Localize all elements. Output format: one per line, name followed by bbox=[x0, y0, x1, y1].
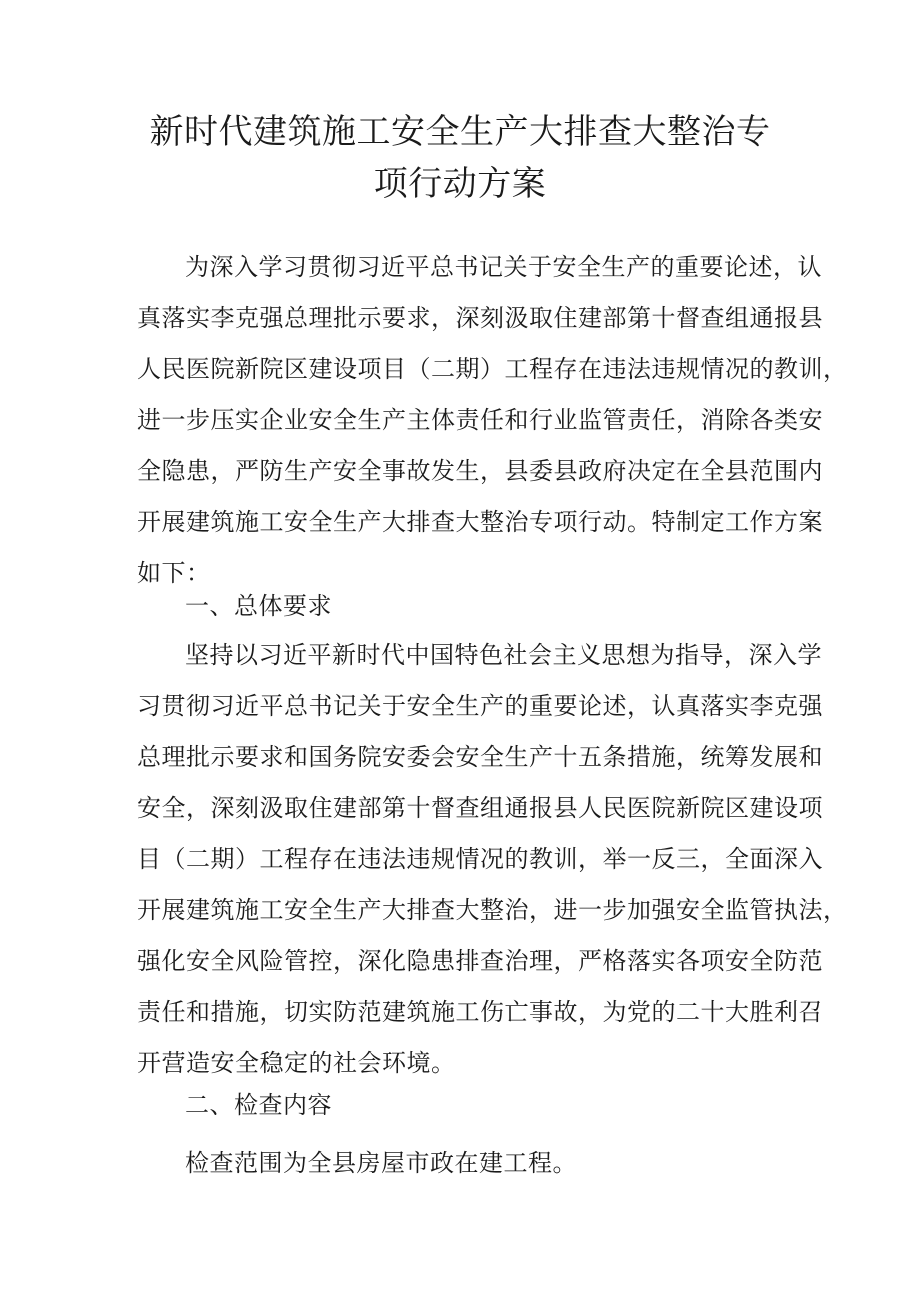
paragraph-line: 开营造安全稳定的社会环境。 bbox=[137, 1049, 456, 1077]
paragraph-line: 习贯彻习近平总书记关于安全生产的重要论述，认真落实李克强 bbox=[137, 692, 823, 720]
intro-line: 真落实李克强总理批示要求，深刻汲取住建部第十督查组通报县 bbox=[137, 304, 823, 332]
section-heading-overall-requirements: 一、总体要求 bbox=[185, 592, 332, 620]
paragraph-line: 总理批示要求和国务院安委会安全生产十五条措施，统筹发展和 bbox=[137, 743, 823, 771]
intro-line: 为深入学习贯彻习近平总书记关于安全生产的重要论述，认 bbox=[185, 253, 822, 281]
overall-requirements-paragraph bbox=[137, 630, 848, 1089]
document-title-line-1: 新时代建筑施工安全生产大排查大整治专 bbox=[149, 112, 771, 152]
paragraph-line: 坚持以习近平新时代中国特色社会主义思想为指导，深入学 bbox=[185, 641, 822, 669]
intro-line: 如下： bbox=[137, 559, 211, 587]
intro-line: 开展建筑施工安全生产大排查大整治专项行动。特制定工作方案 bbox=[137, 508, 823, 536]
intro-line: 人民医院新院区建设项目（二期）工程存在违法违规情况的教训， bbox=[137, 355, 848, 383]
paragraph-line: 安全，深刻汲取住建部第十督查组通报县人民医院新院区建设项 bbox=[137, 794, 823, 822]
intro-line: 进一步压实企业安全生产主体责任和行业监管责任，消除各类安 bbox=[137, 406, 823, 434]
inspection-scope-text: 检查范围为全县房屋市政在建工程。 bbox=[185, 1149, 577, 1177]
paragraph-line: 责任和措施，切实防范建筑施工伤亡事故，为党的二十大胜利召 bbox=[137, 998, 823, 1026]
section-heading-inspection-content: 二、检查内容 bbox=[185, 1091, 332, 1119]
document-title-line-2: 项行动方案 bbox=[373, 164, 547, 204]
intro-paragraph bbox=[137, 242, 848, 599]
paragraph-line: 开展建筑施工安全生产大排查大整治，进一步加强安全监管执法， bbox=[137, 896, 848, 924]
paragraph-line: 强化安全风险管控，深化隐患排查治理，严格落实各项安全防范 bbox=[137, 947, 823, 975]
intro-line: 全隐患，严防生产安全事故发生，县委县政府决定在全县范围内 bbox=[137, 457, 823, 485]
paragraph-line: 目（二期）工程存在违法违规情况的教训，举一反三，全面深入 bbox=[137, 845, 823, 873]
